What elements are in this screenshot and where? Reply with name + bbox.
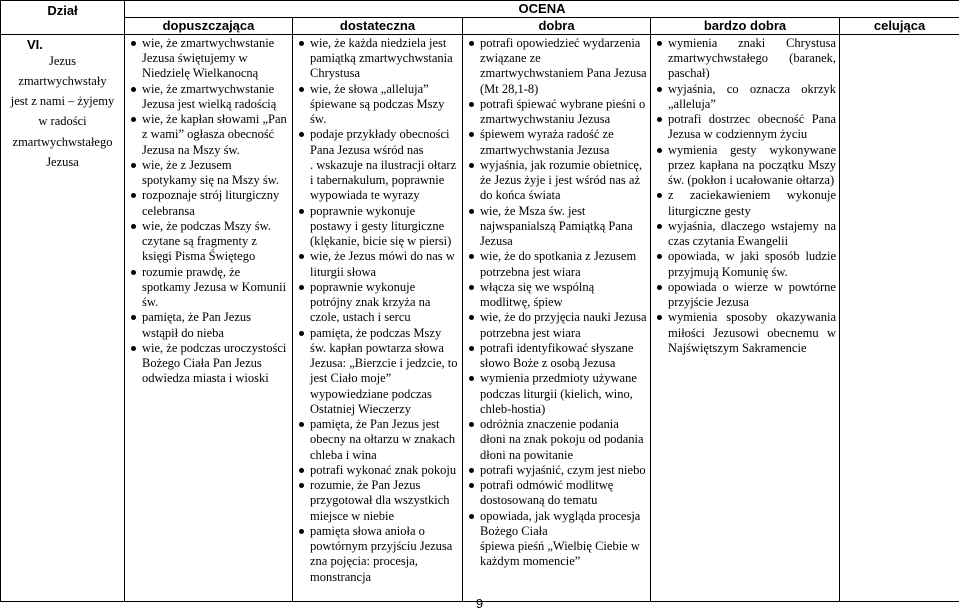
- criterion-item: pamięta, że Pan Jezus jest obecny na ołtarzu w znakach chleba i wina: [296, 417, 459, 463]
- criterion-item: opowiada o wierze w powtórne przyjście Jezusa: [654, 280, 836, 311]
- criterion-item: wymienia sposoby okazywania miłości Jezusowi obecnemu w Najświętszym Sakramencie: [654, 310, 836, 356]
- dzial-title: [3, 54, 122, 171]
- criterion-item: wie, że zmartwychwstanie Jezusa jest wielką radością: [128, 82, 289, 113]
- page-number: 9: [475, 596, 484, 611]
- level-dobra: dobra: [463, 18, 651, 35]
- criterion-item: odróżnia znaczenie podania dłoni na znak pokoju od podania dłoni na powitanie: [466, 417, 647, 463]
- criterion-item: poprawnie wykonuje potrójny znak krzyża na czole, ustach i sercu: [296, 280, 459, 326]
- dzial-title-line: jest z nami – żyjemy: [10, 94, 115, 109]
- criterion-item: wymienia przedmioty używane podczas liturgii (kielich, wino, chleb-hostia): [466, 371, 647, 417]
- criterion-item: poprawnie wykonuje postawy i gesty liturgiczne (klękanie, bicie się w piersi): [296, 204, 459, 250]
- criterion-item: potrafi wykonać znak pokoju: [296, 463, 459, 478]
- criterion-item: potrafi opowiedzieć wydarzenia związane ze zmartwychwstaniem Pana Jezusa (Mt 28,1-8): [466, 36, 647, 97]
- dzial-header: Dział: [1, 1, 125, 35]
- dzial-title-line: zmartwychwstały: [18, 73, 107, 88]
- criterion-item: wyjaśnia, dlaczego wstajemy na czas czytania Ewangelii: [654, 219, 836, 250]
- criterion-item: śpiewa pieśń „Wielbię Ciebie w każdym momencie”: [480, 539, 640, 569]
- criterion-item: wie, że zmartwychwstanie Jezusa świętujemy w Niedzielę Wielkanocną: [128, 36, 289, 82]
- criterion-item: wie, że Jezus mówi do nas w liturgii słowa: [296, 249, 459, 280]
- dzial-title-line: w radości: [38, 114, 87, 129]
- criterion-item: wymienia znaki Chrystusa zmartwychwstałego (baranek, paschał): [654, 36, 836, 82]
- column-dobra: [463, 34, 651, 601]
- criterion-item: potrafi odmówić modlitwę dostosowaną do tematu: [466, 478, 647, 509]
- criterion-item: wyjaśnia, jak rozumie obietnicę, że Jezus żyje i jest wśród nas aż do końca świata: [466, 158, 647, 204]
- level-dopuszczajaca: dopuszczająca: [125, 18, 293, 35]
- criterion-item: pamięta, że podczas Mszy św. kapłan powtarza słowa Jezusa: „Bierzcie i jedzcie, to jest Ciało moje” wypowiedziane podczas Ostatniej Wieczerzy: [296, 326, 459, 418]
- criterion-item: wie, że do przyjęcia nauki Jezusa potrzebna jest wiara: [466, 310, 647, 341]
- level-celujaca: celująca: [840, 18, 959, 35]
- criterion-item: opowiada, jak wygląda procesja Bożego Ciała: [466, 509, 647, 540]
- criterion-item: z zaciekawieniem wykonuje liturgiczne gesty: [654, 188, 836, 219]
- dzial-title-line: Jezus: [48, 53, 77, 68]
- dzial-title-line: Jezusa: [46, 154, 79, 169]
- criterion-item: wyjaśnia, co oznacza okrzyk „alleluja”: [654, 82, 836, 113]
- column-bardzo-dobra: [651, 34, 840, 601]
- level-dostateczna: dostateczna: [293, 18, 463, 35]
- criterion-item: wie, że z Jezusem spotykamy się na Mszy św.: [128, 158, 289, 189]
- criterion-item: wymienia gesty wykonywane przez kapłana na początku Mszy św. (pokłon i ucałowanie ołtarza): [654, 143, 836, 189]
- criterion-item: wie, że do spotkania z Jezusem potrzebna jest wiara: [466, 249, 647, 280]
- column-dostateczna: [293, 34, 463, 601]
- criterion-item: wie, że słowa „alleluja” śpiewane są podczas Mszy św.: [296, 82, 459, 128]
- criterion-item: rozumie, że Pan Jezus przygotował dla wszystkich miejsce w niebie: [296, 478, 459, 524]
- criterion-item: podaje przykłady obecności Pana Jezusa wśród nas: [296, 127, 459, 158]
- criterion-item: wie, że każda niedziela jest pamiątką zmartwychwstania Chrystusa: [296, 36, 459, 82]
- criterion-item: wie, że kapłan słowami „Pan z wami” ogłasza obecność Jezusa na Mszy św.: [128, 112, 289, 158]
- criterion-item: włącza się we wspólną modlitwę, śpiew: [466, 280, 647, 311]
- criterion-item: śpiewem wyraża radość ze zmartwychwstania Jezusa: [466, 127, 647, 158]
- criterion-item: potrafi identyfikować słyszane słowo Boże z osobą Jezusa: [466, 341, 647, 372]
- dzial-number: VI.: [27, 36, 43, 52]
- criterion-item: . wskazuje na ilustracji ołtarz i tabernakulum, poprawnie wypowiada te wyrazy: [310, 157, 457, 203]
- criterion-item: potrafi wyjaśnić, czym jest niebo: [466, 463, 647, 478]
- ocena-header: OCENA: [125, 1, 959, 18]
- criterion-item: rozpoznaje strój liturgiczny celebransa: [128, 188, 289, 219]
- dzial-title-line: zmartwychwstałego: [12, 134, 113, 149]
- criterion-item: wie, że podczas Mszy św. czytane są fragmenty z księgi Pisma Świętego: [128, 219, 289, 265]
- criterion-item: rozumie prawdę, że spotkamy Jezusa w Komunii św.: [128, 265, 289, 311]
- criterion-item: potrafi dostrzec obecność Pana Jezusa w codziennym życiu: [654, 112, 836, 143]
- column-dopuszczajaca: [125, 34, 293, 601]
- criterion-item: potrafi śpiewać wybrane pieśni o zmartwychwstaniu Jezusa: [466, 97, 647, 128]
- level-bardzo-dobra: bardzo dobra: [651, 18, 840, 35]
- dzial-cell: [1, 34, 125, 601]
- criterion-item: pamięta, że Pan Jezus wstąpił do nieba: [128, 310, 289, 341]
- criterion-item: wie, że Msza św. jest najwspanialszą Pamiątką Pana Jezusa: [466, 204, 647, 250]
- criterion-item: zna pojęcia: procesja, monstrancja: [310, 554, 418, 584]
- column-celujaca: [840, 34, 959, 601]
- criterion-item: pamięta słowa anioła o powtórnym przyjściu Jezusa: [296, 524, 459, 555]
- criterion-item: wie, że podczas uroczystości Bożego Ciała Pan Jezus odwiedza miasta i wioski: [128, 341, 289, 387]
- criterion-item: opowiada, w jaki sposób ludzie przyjmują Komunię św.: [654, 249, 836, 280]
